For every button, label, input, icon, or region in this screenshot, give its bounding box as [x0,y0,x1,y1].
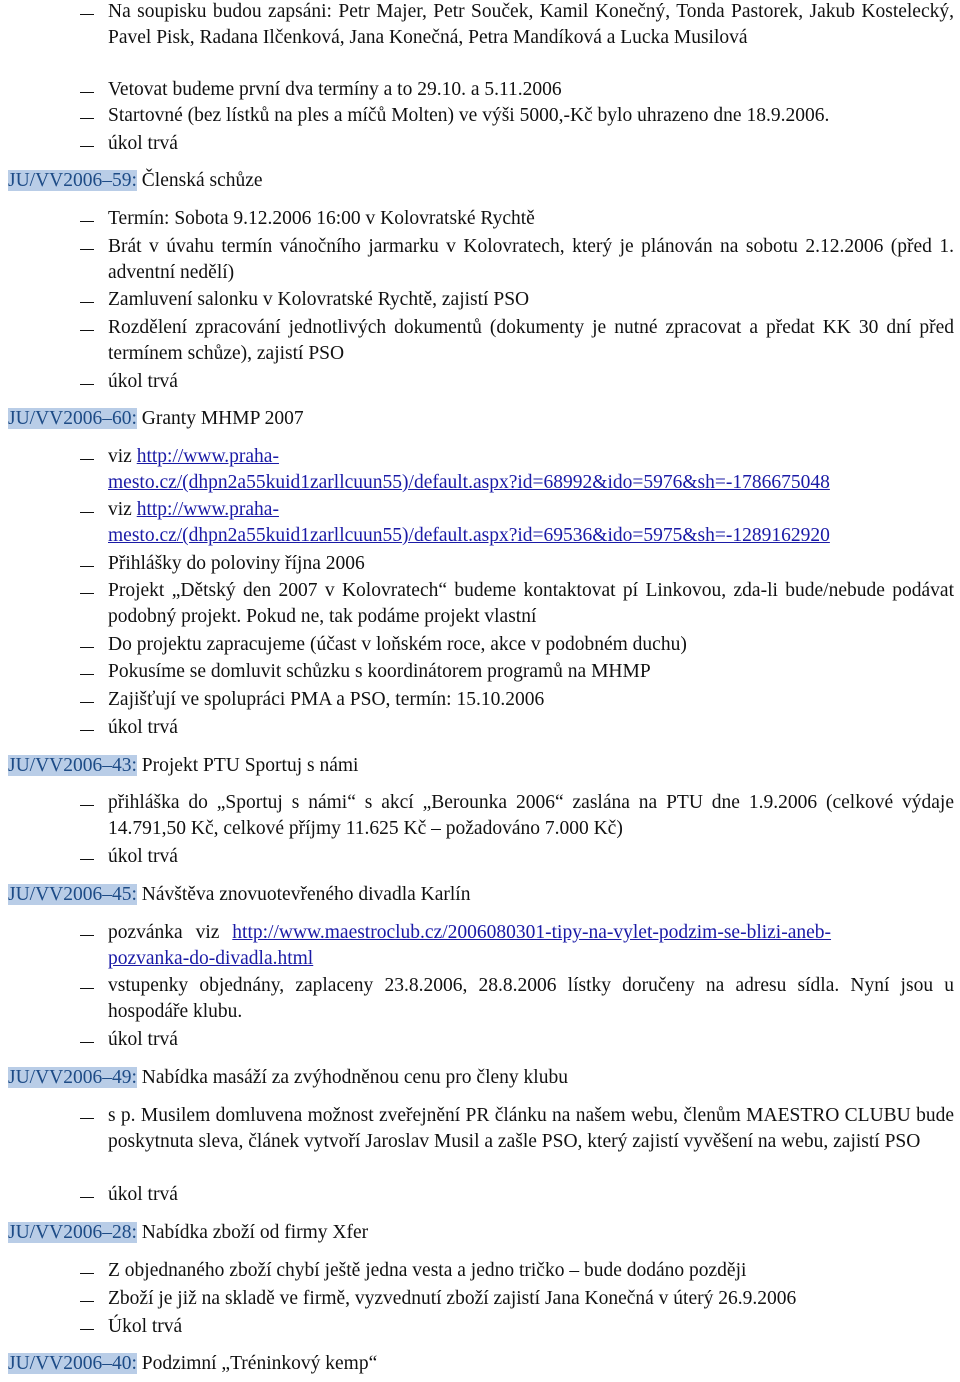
section-code: JU/VV2006–43: [8,755,137,776]
bullet-dash [80,1273,94,1274]
bullet-dash [80,384,94,385]
bullet-dash [80,1329,94,1330]
list-item: přihláška do „Sportuj s námi“ s akcí „Berounka 2006“ zaslána na PTU dne 1.9.2006 (celkové výdaje 14.791,50 Kč, celkové příjmy 11.625 Kč – požadováno 7.000 Kč) [108,792,954,839]
bullet-dash [80,805,94,806]
section-heading [8,1351,377,1377]
section-code: JU/VV2006–45: [8,884,137,905]
bullet-dash [80,146,94,147]
list-item: úkol trvá [108,717,178,738]
list-item: úkol trvá [108,846,178,867]
section-heading [8,753,358,779]
bullet-dash [80,221,94,222]
section-heading [8,882,470,908]
list-item: s p. Musilem domluvena možnost zveřejnění PR článku na našem webu, členům MAESTRO CLUBU bude poskytnuta sleva, článek vytvoří Jaroslav Musil a zašle PSO, který zajistí vyvěšení na webu, zajistí PSO [108,1105,954,1152]
grant-link-part: http://www.praha- [136,446,279,467]
grant-link-part: mesto.cz/(dhpn2a55kuid1zarllcuun55)/default.aspx?id=69536&ido=5975&sh=-1289162920 [108,525,830,546]
bullet-dash [80,118,94,119]
bullet-dash [80,988,94,989]
bullet-dash [80,14,94,15]
bullet-dash [80,1118,94,1119]
theatre-link-part: http://www.maestroclub.cz/2006080301-tipy-na-vylet-podzim-se-blizi-aneb- [232,922,832,943]
section-title: Projekt PTU Sportuj s námi [136,755,359,776]
section-title: Granty MHMP 2007 [136,408,304,429]
section-heading [8,1220,368,1246]
list-item [108,920,954,972]
list-item: Na soupisku budou zapsáni: Petr Majer, Petr Souček, Kamil Konečný, Tonda Pastorek, Jakub Kostelecký, Pavel Pisk, Radana Ilčenková, Jana Konečná, Petra Mandíková a Lucka Musilová [108,1,954,48]
list-item: úkol trvá [108,1029,178,1050]
section-code: JU/VV2006–60: [8,408,137,429]
section-code: JU/VV2006–49: [8,1067,137,1088]
section-heading [8,168,263,194]
section-code: JU/VV2006–40: [8,1353,137,1374]
bullet-dash [80,593,94,594]
list-item: Brát v úvahu termín vánočního jarmarku v Kolovratech, který je plánován na sobotu 2.12.2006 (před 1. adventní nedělí) [108,236,954,283]
list-item: úkol trvá [108,1184,178,1205]
list-item: Zajišťují ve spolupráci PMA a PSO, termín: 15.10.2006 [108,689,545,710]
list-item: Startovné (bez lístků na ples a míčů Molten) ve výši 5000,-Kč bylo uhrazeno dne 18.9.2006. [108,105,830,126]
bullet-dash [80,92,94,93]
bullet-dash [80,459,94,460]
list-item: Přihlášky do poloviny října 2006 [108,553,365,574]
viz-label: viz [108,499,137,520]
grant-link-part: mesto.cz/(dhpn2a55kuid1zarllcuun55)/default.aspx?id=68992&ido=5976&sh=-1786675048 [108,472,830,493]
list-item: vstupenky objednány, zaplaceny 23.8.2006, 28.8.2006 lístky doručeny na adresu sídla. Nyní jsou u hospodáře klubu. [108,975,954,1022]
bullet-dash [80,647,94,648]
invitation-label: pozvánka viz [108,922,233,943]
section-title: Návštěva znovuotevřeného divadla Karlín [136,884,471,905]
bullet-dash [80,249,94,250]
list-item [108,444,954,496]
theatre-link-part: pozvanka-do-divadla.html [108,948,314,969]
viz-label: viz [108,446,137,467]
section-code: JU/VV2006–59: [8,170,137,191]
bullet-dash [80,302,94,303]
section-title: Členská schůze [136,170,263,191]
bullet-dash [80,859,94,860]
bullet-dash [80,730,94,731]
list-item: úkol trvá [108,371,178,392]
section-title: Nabídka masáží za zvýhodněnou cenu pro členy klubu [136,1067,568,1088]
list-item: Úkol trvá [108,1316,183,1337]
list-item [108,497,954,549]
bullet-dash [80,1301,94,1302]
section-title: Podzimní „Tréninkový kemp“ [136,1353,378,1374]
list-item: Rozdělení zpracování jednotlivých dokumentů (dokumenty je nutné zpracovat a předat KK 30 dní před termínem schůze), zajistí PSO [108,317,954,364]
list-item: Termín: Sobota 9.12.2006 16:00 v Kolovratské Rychtě [108,208,535,229]
section-heading [8,406,304,432]
list-item: Vetovat budeme první dva termíny a to 29.10. a 5.11.2006 [108,79,562,100]
bullet-dash [80,1042,94,1043]
section-heading [8,1065,568,1091]
list-item: Z objednaného zboží chybí ještě jedna vesta a jedno tričko – bude dodáno později [108,1260,747,1281]
list-item: Projekt „Dětský den 2007 v Kolovratech“ budeme kontaktovat pí Linkovou, zda-li bude/nebude podávat podobný projekt. Pokud ne, tak podáme projekt vlastní [108,580,954,627]
bullet-dash [80,330,94,331]
list-item: Do projektu zapracujeme (účast v loňském roce, akce v podobném duchu) [108,634,687,655]
list-item: Zboží je již na skladě ve firmě, vyzvednutí zboží zajistí Jana Konečná v úterý 26.9.2006 [108,1288,797,1309]
bullet-dash [80,566,94,567]
section-code: JU/VV2006–28: [8,1222,137,1243]
grant-link[interactable] [108,499,830,546]
list-item: Pokusíme se domluvit schůzku s koordinátorem programů na MHMP [108,661,651,682]
bullet-dash [80,935,94,936]
list-item: úkol trvá [108,133,178,154]
bullet-dash [80,674,94,675]
list-item: Zamluvení salonku v Kolovratské Rychtě, zajistí PSO [108,289,530,310]
grant-link-part: http://www.praha- [136,499,279,520]
bullet-dash [80,1197,94,1198]
bullet-dash [80,702,94,703]
section-title: Nabídka zboží od firmy Xfer [136,1222,369,1243]
grant-link[interactable] [108,446,830,493]
bullet-dash [80,512,94,513]
